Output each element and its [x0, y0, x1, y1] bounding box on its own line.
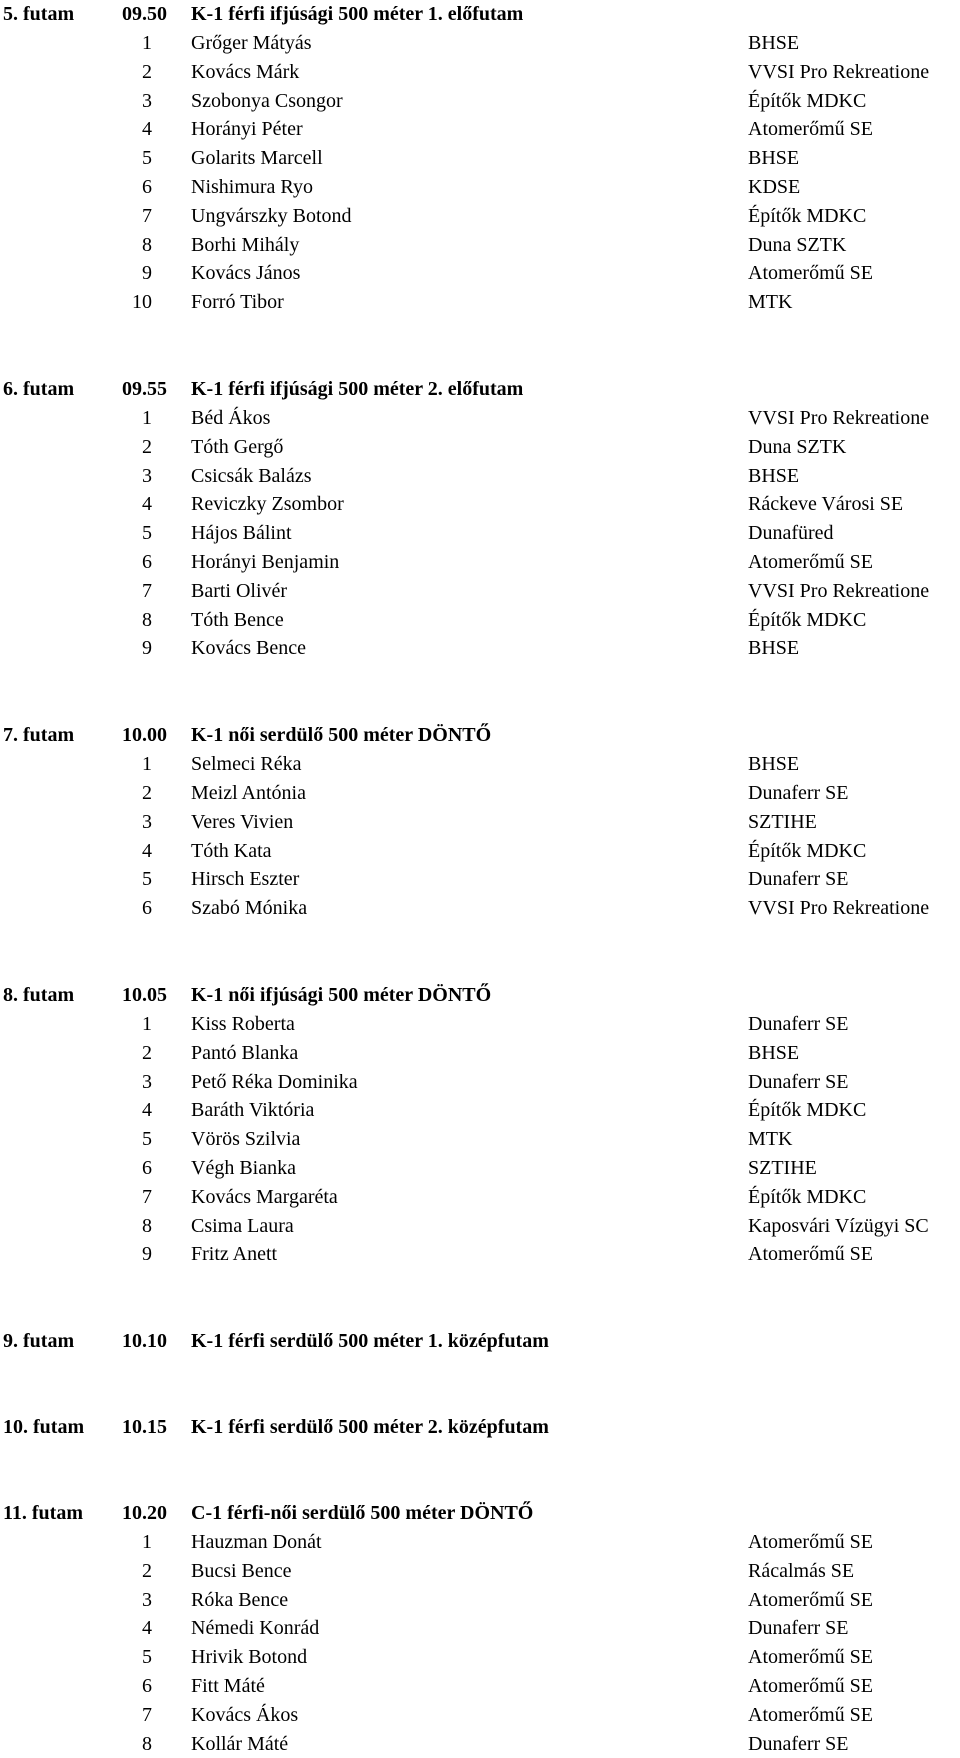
entry-lane-number: 9 [142, 637, 152, 660]
entry-row [0, 548, 960, 577]
race-block [0, 981, 960, 1269]
entry-athlete-name: Forró Tibor [191, 291, 284, 314]
entry-lane-number: 1 [142, 32, 152, 54]
race-block [0, 375, 960, 663]
entry-club-name: MTK [748, 291, 793, 314]
entry-lane-number: 4 [142, 493, 152, 516]
entry-row [0, 779, 960, 808]
entry-athlete-name: Róka Bence [191, 1588, 289, 1611]
entry-lane-number: 6 [142, 1675, 152, 1698]
entry-lane-number: 4 [142, 1099, 152, 1122]
entry-row [0, 87, 960, 116]
entry-row [0, 606, 960, 635]
entry-row [0, 577, 960, 606]
entry-row [0, 750, 960, 779]
entry-lane-number: 7 [142, 579, 152, 602]
entry-club-name: Duna SZTK [748, 233, 847, 256]
entry-row [0, 1039, 960, 1068]
entry-club-name: Építők MDKC [748, 1185, 867, 1208]
entry-row [0, 1730, 960, 1758]
entry-lane-number: 8 [142, 233, 152, 256]
race-title: K-1 női serdülő 500 méter DÖNTŐ [191, 724, 492, 747]
entry-lane-number: 1 [142, 1531, 152, 1554]
race-title: K-1 női ifjúsági 500 méter DÖNTŐ [191, 983, 492, 1006]
entry-row [0, 1183, 960, 1212]
entry-club-name: Dunaferr SE [748, 1070, 849, 1093]
entry-lane-number: 5 [142, 1646, 152, 1669]
entry-row [0, 865, 960, 894]
entry-row [0, 1154, 960, 1183]
entry-athlete-name: Némedi Konrád [191, 1617, 320, 1640]
entry-row [0, 58, 960, 87]
entry-club-name: Dunafüred [748, 522, 834, 545]
entry-row [0, 1528, 960, 1557]
entry-row [0, 29, 960, 58]
race-header [0, 1327, 960, 1356]
entry-row [0, 173, 960, 202]
entry-athlete-name: Szobonya Csongor [191, 89, 343, 112]
entry-lane-number: 8 [142, 1732, 152, 1755]
entry-club-name: VVSI Pro Rekreatione [748, 406, 930, 429]
race-label: 8. futam [3, 983, 75, 1006]
entry-club-name: Építők MDKC [748, 1099, 867, 1122]
entry-lane-number: 2 [142, 435, 152, 458]
race-block [0, 1327, 960, 1356]
entry-club-name: Atomerőmű SE [748, 1531, 873, 1554]
entry-lane-number: 7 [142, 1185, 152, 1208]
entry-lane-number: 4 [142, 839, 152, 862]
entry-lane-number: 1 [142, 1012, 152, 1035]
entry-athlete-name: Horányi Péter [191, 118, 303, 141]
race-block [0, 721, 960, 923]
entry-row [0, 519, 960, 548]
entry-lane-number: 6 [142, 550, 152, 573]
entry-lane-number: 5 [142, 868, 152, 891]
entry-club-name: Dunaferr SE [748, 1617, 849, 1640]
entry-athlete-name: Pető Réka Dominika [191, 1070, 358, 1093]
entry-lane-number: 3 [142, 89, 152, 112]
entry-club-name: Dunaferr SE [748, 1012, 849, 1035]
entry-athlete-name: Szabó Mónika [191, 897, 308, 920]
entry-club-name: BHSE [748, 32, 800, 54]
entry-lane-number: 2 [142, 1559, 152, 1582]
entry-row [0, 1125, 960, 1154]
entry-club-name: Atomerőmű SE [748, 1646, 873, 1669]
section-spacer [0, 317, 960, 375]
section-spacer [0, 923, 960, 981]
entry-row [0, 808, 960, 837]
entry-club-name: BHSE [748, 753, 800, 776]
entry-lane-number: 3 [142, 1588, 152, 1611]
entry-lane-number: 7 [142, 1703, 152, 1726]
entry-lane-number: 1 [142, 753, 152, 776]
entry-row [0, 1586, 960, 1615]
entry-club-name: SZTIHE [748, 1156, 817, 1179]
section-spacer [0, 1269, 960, 1327]
entry-row [0, 490, 960, 519]
entry-club-name: BHSE [748, 464, 800, 487]
entry-club-name: Ráckeve Városi SE [748, 493, 904, 516]
section-spacer [0, 1356, 960, 1413]
race-label: 5. futam [3, 3, 75, 25]
entry-club-name: VVSI Pro Rekreatione [748, 579, 930, 602]
entry-club-name: Atomerőmű SE [748, 1675, 873, 1698]
section-spacer [0, 663, 960, 721]
entry-row [0, 462, 960, 491]
entry-row [0, 433, 960, 462]
entry-athlete-name: Reviczky Zsombor [191, 493, 344, 516]
entry-athlete-name: Borhi Mihály [191, 233, 300, 256]
entry-athlete-name: Kollár Máté [191, 1732, 289, 1755]
entry-lane-number: 5 [142, 1128, 152, 1151]
entry-club-name: Dunaferr SE [748, 781, 849, 804]
race-header [0, 981, 960, 1010]
entry-row [0, 1614, 960, 1643]
entry-athlete-name: Csima Laura [191, 1214, 294, 1237]
entry-row [0, 1557, 960, 1586]
entry-row [0, 1701, 960, 1730]
entry-athlete-name: Kiss Roberta [191, 1012, 295, 1035]
race-time: 10.00 [122, 724, 167, 747]
race-block [0, 0, 960, 317]
entry-athlete-name: Ungvárszky Botond [191, 204, 352, 227]
entry-athlete-name: Hrivik Botond [191, 1646, 308, 1669]
entry-athlete-name: Tóth Bence [191, 608, 284, 631]
race-header [0, 721, 960, 750]
entry-lane-number: 2 [142, 1041, 152, 1064]
entry-athlete-name: Selmeci Réka [191, 753, 302, 776]
entry-athlete-name: Horányi Benjamin [191, 550, 340, 573]
entry-club-name: VVSI Pro Rekreatione [748, 60, 930, 83]
entry-lane-number: 10 [132, 291, 152, 314]
entry-club-name: Atomerőmű SE [748, 1703, 873, 1726]
entry-club-name: Építők MDKC [748, 204, 867, 227]
entry-athlete-name: Kovács Margaréta [191, 1185, 338, 1208]
entry-athlete-name: Veres Vivien [191, 810, 294, 833]
entry-athlete-name: Meizl Antónia [191, 781, 306, 804]
entry-club-name: Dunaferr SE [748, 868, 849, 891]
entry-club-name: Rácalmás SE [748, 1559, 855, 1582]
entry-lane-number: 6 [142, 175, 152, 198]
entry-row [0, 1672, 960, 1701]
entry-row [0, 1096, 960, 1125]
entry-row [0, 1643, 960, 1672]
entry-lane-number: 8 [142, 608, 152, 631]
entry-lane-number: 6 [142, 1156, 152, 1179]
entry-athlete-name: Kovács János [191, 262, 301, 285]
entry-club-name: BHSE [748, 637, 800, 660]
entry-athlete-name: Kovács Bence [191, 637, 306, 660]
entry-athlete-name: Hauzman Donát [191, 1531, 322, 1554]
entry-lane-number: 3 [142, 464, 152, 487]
entry-row [0, 894, 960, 923]
entry-row [0, 115, 960, 144]
entry-row [0, 144, 960, 173]
race-header [0, 1413, 960, 1442]
entry-row [0, 1212, 960, 1241]
entry-lane-number: 4 [142, 118, 152, 141]
entry-athlete-name: Kovács Ákos [191, 1703, 299, 1726]
race-header [0, 0, 960, 29]
entry-row [0, 259, 960, 288]
entry-athlete-name: Hájos Bálint [191, 522, 292, 545]
entry-athlete-name: Vörös Szilvia [191, 1128, 301, 1151]
entry-row [0, 634, 960, 663]
entry-lane-number: 3 [142, 1070, 152, 1093]
race-time: 09.55 [122, 377, 167, 400]
entry-lane-number: 3 [142, 810, 152, 833]
entry-club-name: Duna SZTK [748, 435, 847, 458]
entry-lane-number: 9 [142, 1243, 152, 1266]
entry-athlete-name: Tóth Gergő [191, 435, 284, 458]
race-time: 10.15 [122, 1416, 167, 1439]
entry-club-name: KDSE [748, 175, 801, 198]
entry-athlete-name: Béd Ákos [191, 406, 271, 429]
entry-athlete-name: Végh Bianka [191, 1156, 296, 1179]
entry-lane-number: 5 [142, 147, 152, 170]
entry-club-name: Kaposvári Vízügyi SC [748, 1214, 929, 1237]
entry-athlete-name: Baráth Viktória [191, 1099, 315, 1122]
entry-athlete-name: Hirsch Eszter [191, 868, 300, 891]
race-label: 6. futam [3, 377, 75, 400]
entry-row [0, 202, 960, 231]
entry-row [0, 404, 960, 433]
entry-row [0, 1240, 960, 1269]
entry-club-name: Építők MDKC [748, 839, 867, 862]
race-label: 9. futam [3, 1330, 75, 1353]
race-label: 7. futam [3, 724, 75, 747]
entry-lane-number: 1 [142, 406, 152, 429]
entry-lane-number: 4 [142, 1617, 152, 1640]
race-title: C-1 férfi-női serdülő 500 méter DÖNTŐ [191, 1502, 534, 1525]
entry-athlete-name: Golarits Marcell [191, 147, 323, 170]
entry-lane-number: 7 [142, 204, 152, 227]
race-header [0, 1499, 960, 1528]
race-time: 10.20 [122, 1502, 167, 1525]
entry-club-name: Építők MDKC [748, 89, 867, 112]
entry-athlete-name: Pantó Blanka [191, 1041, 299, 1064]
entry-club-name: BHSE [748, 147, 800, 170]
entry-club-name: Dunaferr SE [748, 1732, 849, 1755]
entry-club-name: BHSE [748, 1041, 800, 1064]
race-label: 11. futam [3, 1502, 83, 1525]
entry-lane-number: 6 [142, 897, 152, 920]
race-time: 10.05 [122, 983, 167, 1006]
entry-lane-number: 5 [142, 522, 152, 545]
entry-athlete-name: Grőger Mátyás [191, 32, 312, 54]
entry-club-name: Atomerőmű SE [748, 118, 873, 141]
race-block [0, 1499, 960, 1758]
entry-athlete-name: Nishimura Ryo [191, 175, 313, 198]
entry-club-name: Építők MDKC [748, 608, 867, 631]
entry-athlete-name: Tóth Kata [191, 839, 272, 862]
entry-athlete-name: Csicsák Balázs [191, 464, 312, 487]
race-title: K-1 férfi serdülő 500 méter 1. középfutam [191, 1330, 549, 1353]
race-label: 10. futam [3, 1416, 85, 1439]
entry-club-name: Atomerőmű SE [748, 262, 873, 285]
entry-lane-number: 2 [142, 781, 152, 804]
entry-club-name: SZTIHE [748, 810, 817, 833]
entry-lane-number: 9 [142, 262, 152, 285]
race-title: K-1 férfi serdülő 500 méter 2. középfutam [191, 1416, 549, 1439]
entry-row [0, 231, 960, 260]
race-block [0, 1413, 960, 1442]
entry-lane-number: 8 [142, 1214, 152, 1237]
entry-row [0, 288, 960, 317]
entry-lane-number: 2 [142, 60, 152, 83]
entry-row [0, 1068, 960, 1097]
entry-row [0, 1010, 960, 1039]
race-title: K-1 férfi ifjúsági 500 méter 2. előfutam [191, 377, 524, 400]
entry-club-name: Atomerőmű SE [748, 1588, 873, 1611]
entry-athlete-name: Kovács Márk [191, 60, 300, 83]
race-time: 10.10 [122, 1330, 167, 1353]
entry-club-name: VVSI Pro Rekreatione [748, 897, 930, 920]
entry-club-name: Atomerőmű SE [748, 1243, 873, 1266]
entry-row [0, 837, 960, 866]
entry-athlete-name: Bucsi Bence [191, 1559, 292, 1582]
entry-club-name: MTK [748, 1128, 793, 1151]
race-time: 09.50 [122, 3, 167, 25]
entry-athlete-name: Fitt Máté [191, 1675, 265, 1698]
race-title: K-1 férfi ifjúsági 500 méter 1. előfutam [191, 3, 524, 25]
entry-athlete-name: Barti Olivér [191, 579, 288, 602]
section-spacer [0, 1442, 960, 1499]
entry-athlete-name: Fritz Anett [191, 1243, 278, 1266]
race-header [0, 375, 960, 404]
entry-club-name: Atomerőmű SE [748, 550, 873, 573]
